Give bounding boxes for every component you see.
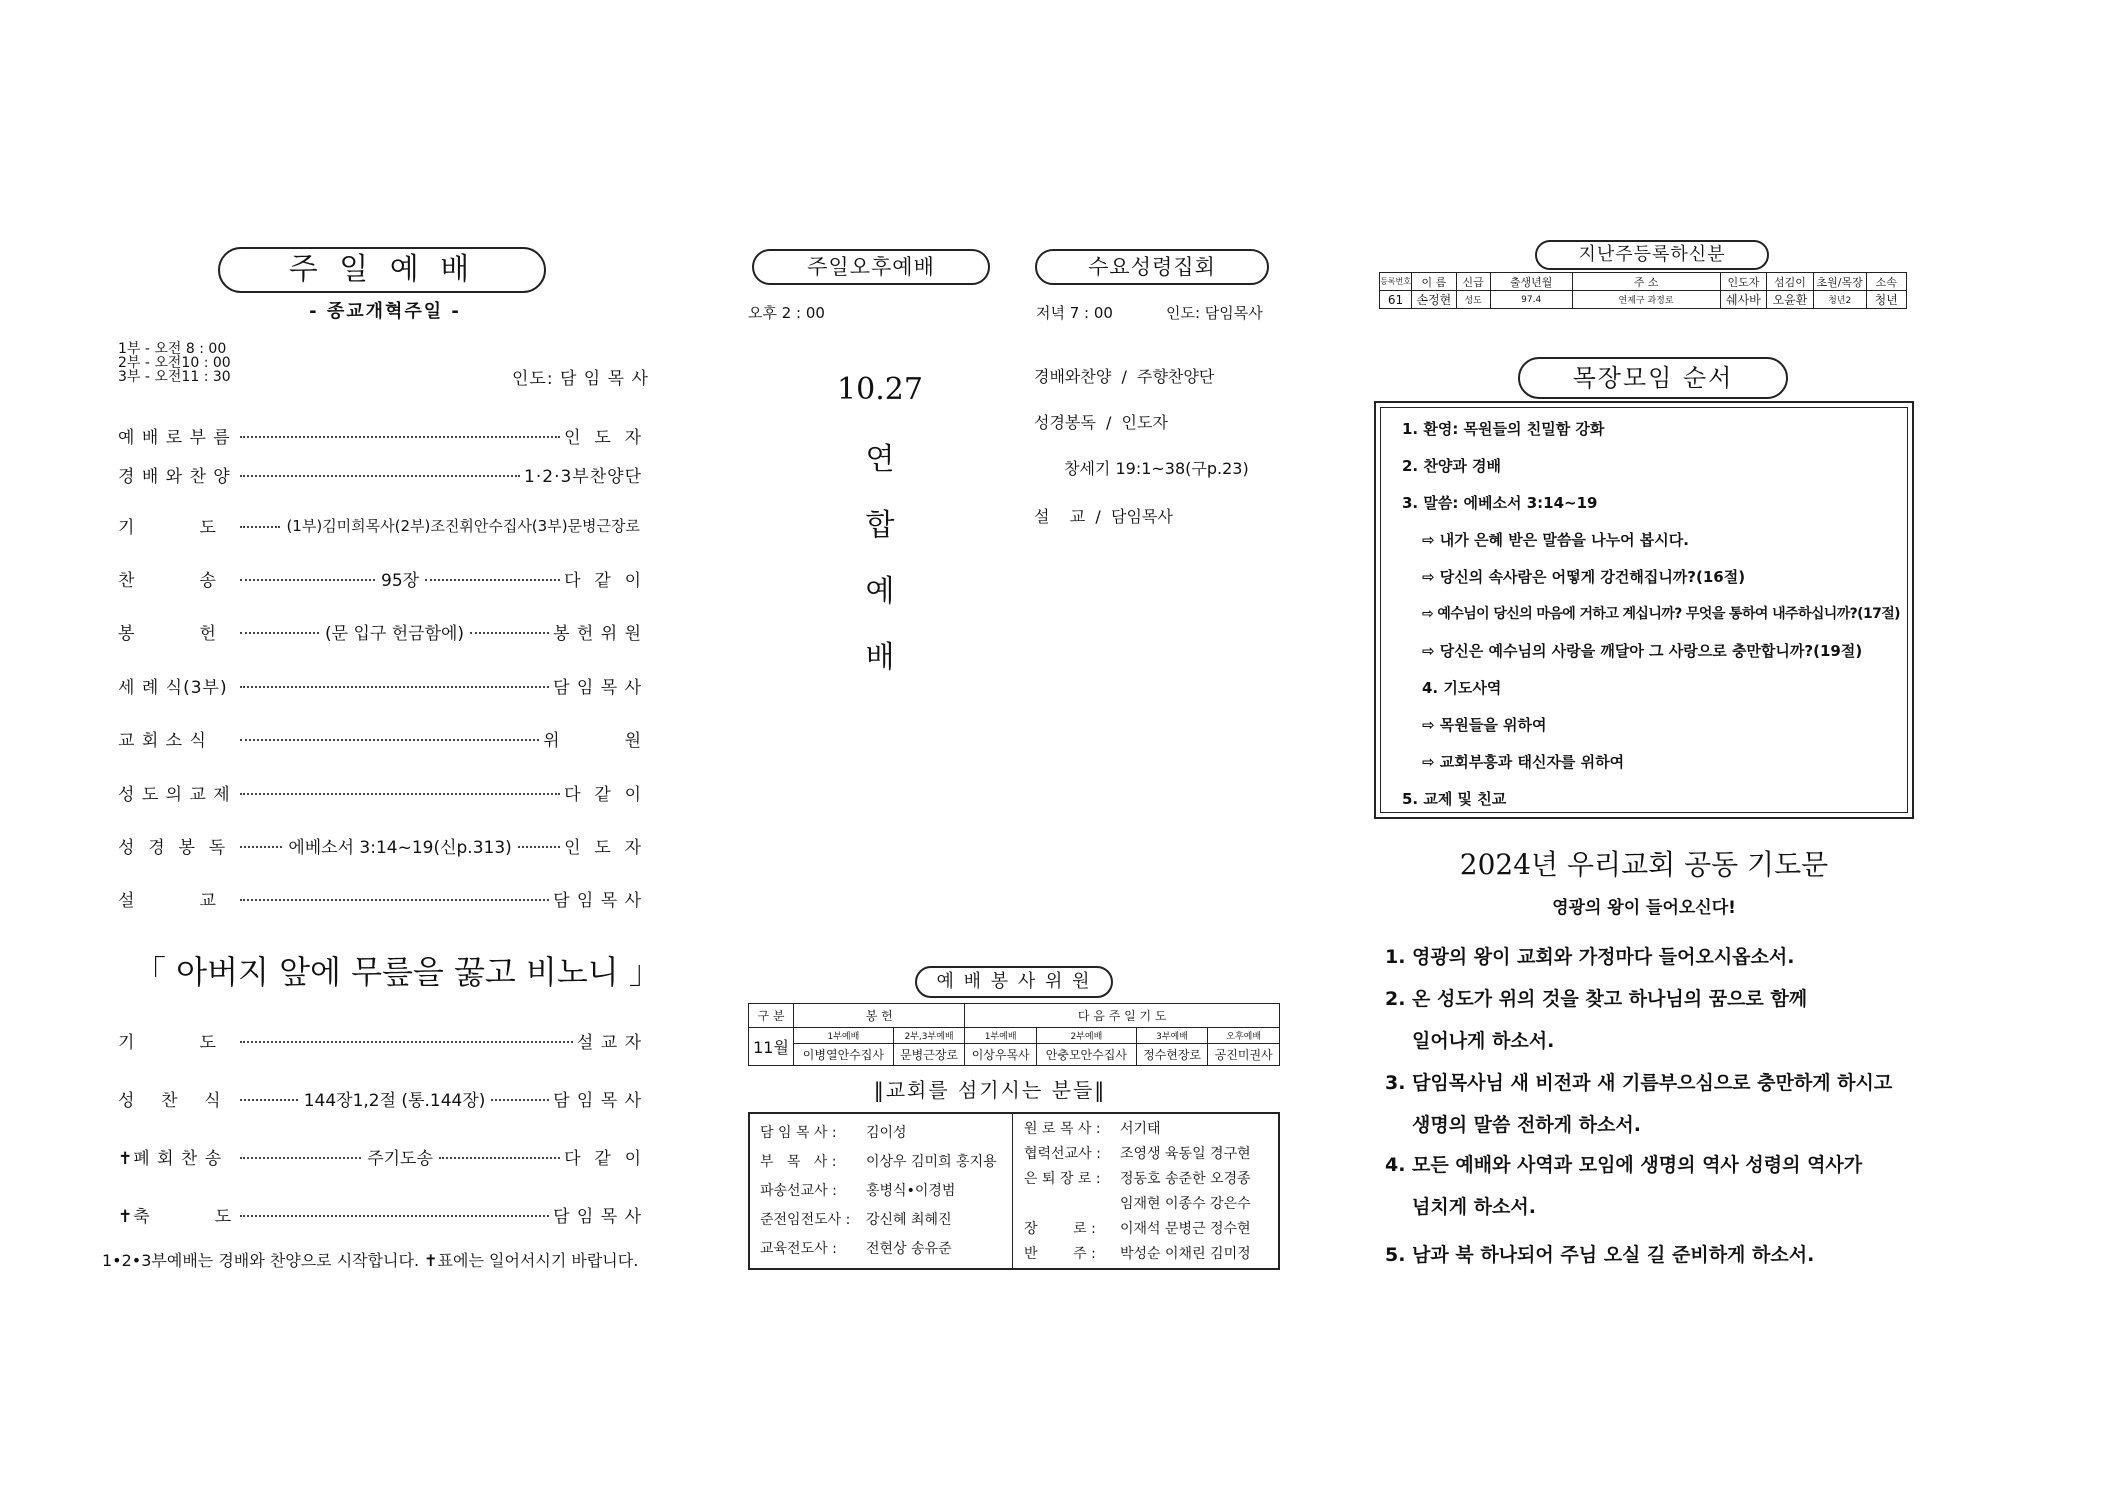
name-cell-2: 문병근장로 bbox=[893, 1044, 965, 1066]
name-cell-6: 공진미권사 bbox=[1208, 1044, 1280, 1066]
servant-line bbox=[1024, 1117, 1251, 1142]
dot-leader bbox=[470, 632, 549, 634]
dot-leader bbox=[439, 1157, 560, 1159]
service-time-3: 3부 - 오전11 : 30 bbox=[118, 369, 231, 385]
order-responsible: 담 임 목 사 bbox=[553, 1090, 643, 1111]
dot-leader bbox=[518, 846, 560, 848]
newcomer-header-cell: 초원/목장 bbox=[1813, 273, 1866, 291]
servant-line bbox=[1024, 1242, 1251, 1267]
union-char-3: 예 bbox=[865, 574, 895, 609]
servant-names: 정동호 송준한 오경종 bbox=[1120, 1171, 1251, 1187]
service-committee-title: 예 배 봉 사 위 원 bbox=[936, 971, 1092, 992]
servant-line bbox=[760, 1235, 997, 1264]
wednesday-title-frame bbox=[1035, 249, 1269, 285]
sunday-service-subtitle: - 종교개혁주일 - bbox=[309, 301, 461, 322]
servant-role: 부 목 사 : bbox=[760, 1154, 837, 1170]
cell-meeting-item: 4. 기도사역 bbox=[1422, 679, 1502, 697]
order-detail: 95장 bbox=[381, 570, 420, 591]
order-label: 찬 송 bbox=[118, 570, 217, 591]
order-responsible: 봉 헌 위 원 bbox=[553, 623, 642, 644]
newcomer-title-frame bbox=[1535, 240, 1769, 270]
servant-line bbox=[760, 1119, 997, 1148]
cell-meeting-item: 2. 찬양과 경배 bbox=[1402, 457, 1502, 475]
servant-names: 홍병식•이경범 bbox=[866, 1183, 956, 1199]
cell-meeting-item: ⇨ 예수님이 당신의 마음에 거하고 계십니까? 무엇을 통하여 내주하십니까?(17절) bbox=[1422, 606, 1900, 622]
order-label: 기 도 bbox=[118, 1032, 217, 1053]
dot-leader bbox=[240, 846, 282, 848]
servants-title: ‖교회를 섬기시는 분들‖ bbox=[873, 1078, 1107, 1102]
newcomer-value-cell: 연제구 과정로 bbox=[1572, 291, 1720, 309]
dot-leader bbox=[240, 1099, 298, 1101]
servant-role: 원 로 목 사 : bbox=[1024, 1121, 1101, 1137]
dot-leader bbox=[240, 632, 319, 634]
order-responsible: 다 같 이 bbox=[564, 1148, 642, 1169]
newcomer-header-cell: 등록번호 bbox=[1380, 273, 1412, 291]
sunday-service-title-frame bbox=[218, 247, 546, 293]
servant-role: 장 로 : bbox=[1024, 1221, 1096, 1237]
dot-leader bbox=[240, 1215, 549, 1217]
cell-meeting-item: 1. 환영: 목원들의 친밀함 강화 bbox=[1402, 420, 1605, 438]
order-row bbox=[118, 883, 642, 913]
sub-h-6: 오후예배 bbox=[1208, 1028, 1280, 1044]
prayer-line: 4. 모든 예배와 사역과 모임에 생명의 역사 성령의 역사가 bbox=[1385, 1154, 1863, 1176]
servant-role: 담 임 목 사 : bbox=[760, 1125, 837, 1141]
sub-h-4: 2부예배 bbox=[1036, 1028, 1136, 1044]
service-time-1: 1부 - 오전 8 : 00 bbox=[118, 341, 227, 357]
prayer-line: 3. 담임목사님 새 비전과 새 기름부으심으로 충만하게 하시고 bbox=[1385, 1072, 1893, 1094]
dot-leader bbox=[240, 739, 539, 741]
cell-meeting-item: ⇨ 당신은 예수님의 사랑을 깨달아 그 사랑으로 충만합니까?(19절) bbox=[1422, 642, 1863, 660]
order-row bbox=[118, 777, 642, 807]
union-char-1: 연 bbox=[865, 442, 895, 477]
order-row bbox=[118, 830, 642, 860]
servant-role: 반 주 : bbox=[1024, 1246, 1096, 1262]
order-row bbox=[118, 510, 642, 540]
sub-h-5: 3부예배 bbox=[1136, 1028, 1208, 1044]
order-detail: (1부)김미희목사(2부)조진휘안수집사(3부)문병근장로 bbox=[286, 516, 640, 535]
order-label: 성 경 봉 독 bbox=[118, 837, 227, 858]
cell-meeting-item: 5. 교제 및 친교 bbox=[1402, 790, 1507, 808]
cell-meeting-item: ⇨ 교회부흥과 태신자를 위하여 bbox=[1422, 753, 1625, 771]
newcomer-header-cell: 인도자 bbox=[1720, 273, 1767, 291]
order-label: 세 례 식(3부) bbox=[118, 677, 228, 698]
order-responsible: 다 같 이 bbox=[564, 570, 643, 591]
servant-role: 은 퇴 장 로 : bbox=[1024, 1171, 1101, 1187]
afternoon-service-title: 주일오후예배 bbox=[807, 255, 935, 279]
sub-h-1: 1부예배 bbox=[794, 1028, 894, 1044]
dot-leader bbox=[240, 899, 549, 901]
servant-line bbox=[1024, 1167, 1251, 1192]
wednesday-time: 저녁 7 : 00 bbox=[1036, 304, 1113, 322]
servant-role: 준전임전도사 : bbox=[760, 1212, 851, 1228]
newcomer-header-cell: 출생년월 bbox=[1490, 273, 1572, 291]
servant-line bbox=[1024, 1142, 1251, 1167]
servant-role: 파송선교사 : bbox=[760, 1183, 837, 1199]
th-gubun: 구 분 bbox=[749, 1004, 794, 1028]
prayer-line: 1. 영광의 왕이 교회와 가정마다 들어오시옵소서. bbox=[1385, 946, 1795, 968]
order-label: ✝폐 회 찬 송 bbox=[118, 1148, 223, 1169]
wednesday-item-4: 설 교 / 담임목사 bbox=[1034, 507, 1173, 526]
order-label: 경 배 와 찬 양 bbox=[118, 466, 231, 487]
order-row bbox=[118, 616, 642, 646]
union-char-4: 배 bbox=[865, 640, 895, 675]
prayer-title: 2024년 우리교회 공동 기도문 bbox=[1459, 848, 1829, 881]
newcomer-value-cell: 청년2 bbox=[1813, 291, 1866, 309]
order-row bbox=[118, 563, 642, 593]
servant-names: 김이성 bbox=[866, 1125, 907, 1141]
order-detail: 에베소서 3:14~19(신p.313) bbox=[288, 837, 512, 858]
dot-leader bbox=[240, 1041, 573, 1043]
cell-meeting-item: 3. 말씀: 에베소서 3:14~19 bbox=[1402, 494, 1598, 512]
service-times bbox=[118, 342, 231, 384]
dot-leader bbox=[240, 436, 560, 438]
servant-line bbox=[1024, 1192, 1251, 1217]
order-responsible: 1·2·3부찬양단 bbox=[524, 466, 642, 487]
order-detail: (문 입구 헌금함에) bbox=[325, 623, 465, 644]
newcomer-header-cell: 신급 bbox=[1456, 273, 1490, 291]
newcomer-title: 지난주등록하신분 bbox=[1578, 244, 1726, 265]
order-row bbox=[118, 723, 642, 753]
servant-role: 협력선교사 : bbox=[1024, 1146, 1101, 1162]
prayer-line: 5. 남과 북 하나되어 주님 오실 길 준비하게 하소서. bbox=[1385, 1244, 1815, 1266]
servant-names: 이상우 김미희 홍지용 bbox=[866, 1154, 997, 1170]
cell-meeting-item: ⇨ 내가 은혜 받은 말씀을 나누어 봅시다. bbox=[1422, 531, 1689, 549]
servant-names: 서기태 bbox=[1120, 1121, 1161, 1137]
newcomer-table bbox=[1379, 272, 1907, 309]
order-responsible: 담 임 목 사 bbox=[553, 1206, 642, 1227]
servant-names: 임재현 이종수 강은수 bbox=[1120, 1196, 1251, 1212]
servant-line bbox=[760, 1148, 997, 1177]
order-responsible: 인 도 자 bbox=[564, 837, 642, 858]
servant-line bbox=[1024, 1217, 1251, 1242]
service-committee-title-frame bbox=[915, 966, 1113, 998]
cell-meeting-item: ⇨ 목원들을 위하여 bbox=[1422, 716, 1547, 734]
servant-names: 이재석 문병근 정수현 bbox=[1120, 1221, 1251, 1237]
newcomer-value-cell: 61 bbox=[1380, 291, 1412, 309]
service-committee-table bbox=[748, 1003, 1280, 1066]
order-label: 봉 헌 bbox=[118, 623, 217, 644]
order-detail: 주기도송 bbox=[367, 1148, 433, 1169]
order-label: 성 도 의 교 제 bbox=[118, 784, 231, 805]
union-char-2: 합 bbox=[865, 508, 895, 543]
order-detail: 144장1,2절 (통.144장) bbox=[303, 1090, 486, 1111]
newcomer-value-cell: 97.4 bbox=[1490, 291, 1572, 309]
servant-line bbox=[760, 1177, 997, 1206]
cell-meeting-box bbox=[1374, 401, 1914, 819]
name-cell-3: 이상우목사 bbox=[965, 1044, 1037, 1066]
dot-leader bbox=[240, 475, 520, 477]
newcomer-value-cell: 성도 bbox=[1456, 291, 1490, 309]
order-label: 예 배 로 부 름 bbox=[118, 427, 231, 448]
dot-leader bbox=[240, 686, 549, 688]
newcomer-value-cell: 청년 bbox=[1866, 291, 1906, 309]
wednesday-item-3: 창세기 19:1~38(구p.23) bbox=[1064, 459, 1249, 478]
servants-box bbox=[748, 1112, 1280, 1270]
wednesday-item-1: 경배와찬양 / 주향찬양단 bbox=[1034, 367, 1215, 386]
footnote: 1•2•3부예배는 경배와 찬양으로 시작합니다. ✝표에는 일어서시기 바랍니다. bbox=[102, 1251, 639, 1270]
month-cell: 11월 bbox=[749, 1028, 794, 1066]
dot-leader bbox=[240, 526, 280, 528]
order-row bbox=[118, 420, 642, 450]
union-date: 10.27 bbox=[837, 372, 923, 407]
cell-meeting-title-frame bbox=[1518, 357, 1788, 399]
dot-leader bbox=[240, 1157, 361, 1159]
sermon-title: 「 아버지 앞에 무릎을 꿇고 비노니 」 bbox=[134, 953, 661, 991]
th-next-prayer: 다 음 주 일 기 도 bbox=[965, 1004, 1280, 1028]
prayer-line: 2. 온 성도가 위의 것을 찾고 하나님의 꿈으로 함께 bbox=[1385, 988, 1808, 1010]
order-responsible: 설 교 자 bbox=[576, 1032, 642, 1053]
afternoon-time: 오후 2 : 00 bbox=[748, 304, 825, 322]
dot-leader bbox=[425, 579, 560, 581]
prayer-subtitle: 영광의 왕이 들어오신다! bbox=[1552, 898, 1736, 918]
dot-leader bbox=[491, 1099, 549, 1101]
order-responsible: 다 같 이 bbox=[564, 784, 642, 805]
servant-names: 박성순 이채린 김미정 bbox=[1120, 1246, 1251, 1262]
servant-role: 교육전도사 : bbox=[760, 1241, 837, 1257]
afternoon-service-title-frame bbox=[752, 249, 990, 285]
order-row bbox=[118, 670, 642, 700]
servant-line bbox=[760, 1206, 997, 1235]
prayer-line: 생명의 말씀 전하게 하소서. bbox=[1412, 1114, 1641, 1136]
servant-names: 조영생 육동일 경구현 bbox=[1120, 1146, 1251, 1162]
order-label: 기 도 bbox=[118, 517, 217, 538]
service-time-2: 2부 - 오전10 : 00 bbox=[118, 355, 231, 371]
service-leader: 인도: 담 임 목 사 bbox=[512, 369, 649, 389]
order-label: 설 교 bbox=[118, 890, 217, 911]
newcomer-header-cell: 이 름 bbox=[1412, 273, 1457, 291]
order-label: ✝축 도 bbox=[118, 1206, 233, 1227]
sub-h-3: 1부예배 bbox=[965, 1028, 1037, 1044]
order-responsible: 담 임 목 사 bbox=[553, 677, 642, 698]
order-responsible: 담 임 목 사 bbox=[553, 890, 642, 911]
newcomer-value-cell: 손정현 bbox=[1412, 291, 1457, 309]
name-cell-1: 이병열안수집사 bbox=[794, 1044, 894, 1066]
newcomer-header-cell: 주 소 bbox=[1572, 273, 1720, 291]
order-label: 교 회 소 식 bbox=[118, 730, 207, 751]
order-responsible: 위 원 bbox=[543, 730, 642, 751]
closing-row bbox=[118, 1141, 642, 1171]
prayer-line: 넘치게 하소서. bbox=[1412, 1196, 1536, 1218]
sub-h-2: 2부,3부예배 bbox=[893, 1028, 965, 1044]
wednesday-title: 수요성령집회 bbox=[1088, 255, 1216, 279]
dot-leader bbox=[240, 579, 375, 581]
order-responsible: 인 도 자 bbox=[564, 427, 642, 448]
wednesday-leader: 인도: 담임목사 bbox=[1166, 304, 1263, 322]
order-row bbox=[118, 459, 642, 489]
cell-meeting-item: ⇨ 당신의 속사람은 어떻게 강건해집니까?(16절) bbox=[1422, 568, 1746, 586]
closing-row bbox=[118, 1199, 642, 1229]
newcomer-value-cell: 오윤환 bbox=[1767, 291, 1814, 309]
closing-row bbox=[118, 1025, 642, 1055]
servant-names: 전현상 송유준 bbox=[866, 1241, 952, 1257]
name-cell-5: 정수현장로 bbox=[1136, 1044, 1208, 1066]
servants-divider bbox=[1012, 1114, 1013, 1268]
th-bongheon: 봉 헌 bbox=[794, 1004, 965, 1028]
wednesday-item-2: 성경봉독 / 인도자 bbox=[1034, 413, 1168, 432]
newcomer-header-cell: 소속 bbox=[1866, 273, 1906, 291]
cell-meeting-title: 목장모임 순서 bbox=[1572, 364, 1734, 392]
closing-row bbox=[118, 1083, 642, 1113]
prayer-line: 일어나게 하소서. bbox=[1412, 1030, 1555, 1052]
servant-names: 강신혜 최혜진 bbox=[866, 1212, 952, 1228]
name-cell-4: 안충모안수집사 bbox=[1036, 1044, 1136, 1066]
order-label: 성 찬 식 bbox=[118, 1090, 222, 1111]
sunday-service-title: 주 일 예 배 bbox=[288, 252, 476, 287]
dot-leader bbox=[240, 793, 560, 795]
newcomer-value-cell: 쉐사바 bbox=[1720, 291, 1767, 309]
newcomer-header-cell: 섬김이 bbox=[1767, 273, 1814, 291]
